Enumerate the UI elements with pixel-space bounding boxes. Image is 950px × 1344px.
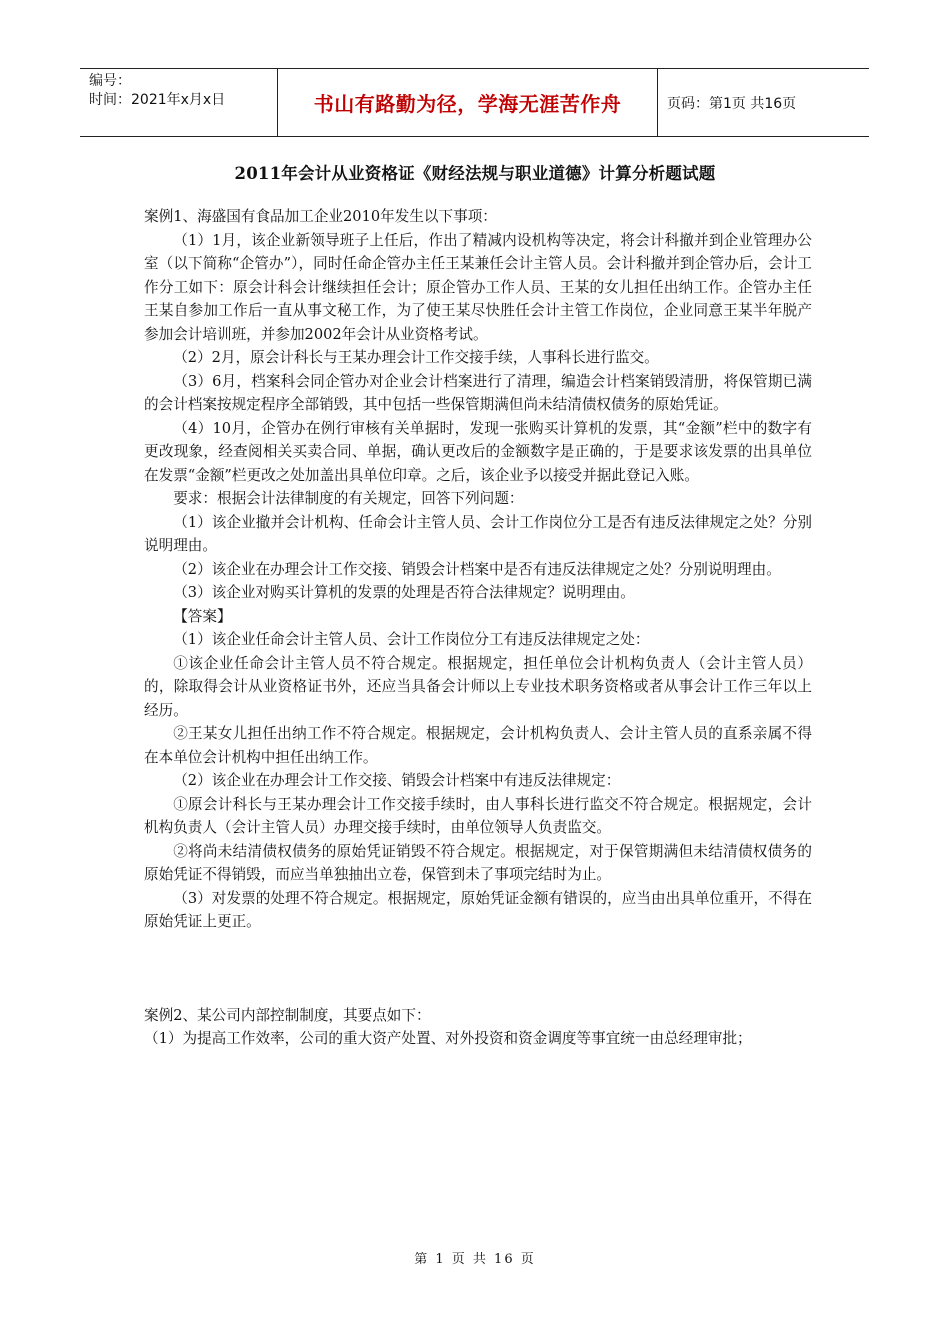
paragraph: ②将尚未结清债权债务的原始凭证销毁不符合规定。根据规定，对于保管期满但未结清债权债务的原始凭证不得销毁，而应当单独抽出立卷，保管到未了事项完结时为止。 [144, 842, 812, 883]
paragraph: （1）该企业任命会计主管人员、会计工作岗位分工有违反法律规定之处： [173, 631, 650, 648]
case-1-section [144, 205, 812, 934]
paragraph: （2）该企业在办理会计工作交接、销毁会计档案中是否有违反法律规定之处？分别说明理由。 [173, 560, 781, 578]
paragraph: 要求：根据会计法律制度的有关规定，回答下列问题： [173, 490, 524, 507]
header-page-info: 页码：第1页 共16页 [667, 95, 797, 112]
page-header [80, 68, 869, 137]
paragraph: ②王某女儿担任出纳工作不符合规定。根据规定，会计机构负责人、会计主管人员的直系亲属不得在本单位会计机构中担任出纳工作。 [144, 725, 812, 766]
paragraph: （1）为提高工作效率，公司的重大资产处置、对外投资和资金调度等事宜统一由总经理审批； [144, 1030, 752, 1047]
document-body [144, 205, 812, 1051]
header-meta [80, 69, 278, 136]
number-label: 编号： [89, 73, 131, 89]
paragraph: （3）6月，档案科会同企管办对企业会计档案进行了清理，编造会计档案销毁清册，将保管期已满的会计档案按规定程序全部销毁，其中包括一些保管期满但尚未结清债权债务的原始凭证。 [144, 372, 812, 413]
case-2-section [144, 1004, 812, 1051]
paragraph: 案例1、海盛国有食品加工企业2010年发生以下事项： [144, 208, 497, 225]
paragraph: （3）该企业对购买计算机的发票的处理是否符合法律规定？说明理由。 [173, 584, 635, 601]
paragraph: 【答案】 [173, 607, 232, 625]
paragraph: （1）该企业撤并会计机构、任命会计主管人员、会计工作岗位分工是否有违反法律规定之处？分别说明理由。 [144, 513, 812, 554]
section-gap [144, 934, 812, 1004]
paragraph: （3）对发票的处理不符合规定。根据规定，原始凭证金额有错误的，应当由出具单位重开，不得在原始凭证上更正。 [144, 889, 812, 930]
paragraph: （2）2月，原会计科长与王某办理会计工作交接手续，人事科长进行监交。 [173, 349, 659, 366]
page-footer: 第 1 页 共 16 页 [414, 1252, 536, 1267]
date-line: 时间：2021年x月x日 [89, 92, 226, 108]
paragraph: （4）10月，企管办在例行审核有关单据时，发现一张购买计算机的发票，其“金额”栏中的数字有更改现象，经查阅相关买卖合同、单据，确认更改后的金额数字是正确的，于是要求该发票的出具单位在发票“金额”栏更改之处加盖出具单位印章。之后，该企业予以接受并据此登记入账。 [144, 419, 812, 484]
document-title: 2011年会计从业资格证《财经法规与职业道德》计算分析题试题 [234, 164, 716, 183]
header-motto: 书山有路勤为径，学海无涯苦作舟 [278, 69, 658, 136]
paragraph: （1）1月，该企业新领导班子上任后，作出了精减内设机构等决定，将会计科撤并到企业管理办公室（以下简称“企管办”），同时任命企管办主任王某兼任会计主管人员。会计科撤并到企管办后，会计工作分工如下：原会计科会计继续担任会计；原企管办工作人员、王某的女儿担任出纳工作。企管办主任王某自参加工作后一直从事文秘工作，为了使王某尽快胜任会计主管工作岗位，企业同意王某半年脱产参加会计培训班，并参加2002年会计从业资格考试。 [144, 231, 812, 343]
paragraph: （2）该企业在办理会计工作交接、销毁会计档案中有违反法律规定： [173, 772, 621, 789]
paragraph: 案例2、某公司内部控制制度，其要点如下： [144, 1006, 431, 1024]
paragraph: ①该企业任命会计主管人员不符合规定。根据规定，担任单位会计机构负责人（会计主管人员）的，除取得会计从业资格证书外，还应当具备会计师以上专业技术职务资格或者从事会计工作三年以上经历。 [144, 654, 812, 719]
paragraph: ①原会计科长与王某办理会计工作交接手续时，由人事科长进行监交不符合规定。根据规定，会计机构负责人（会计主管人员）办理交接手续时，由单位领导人负责监交。 [144, 795, 812, 836]
